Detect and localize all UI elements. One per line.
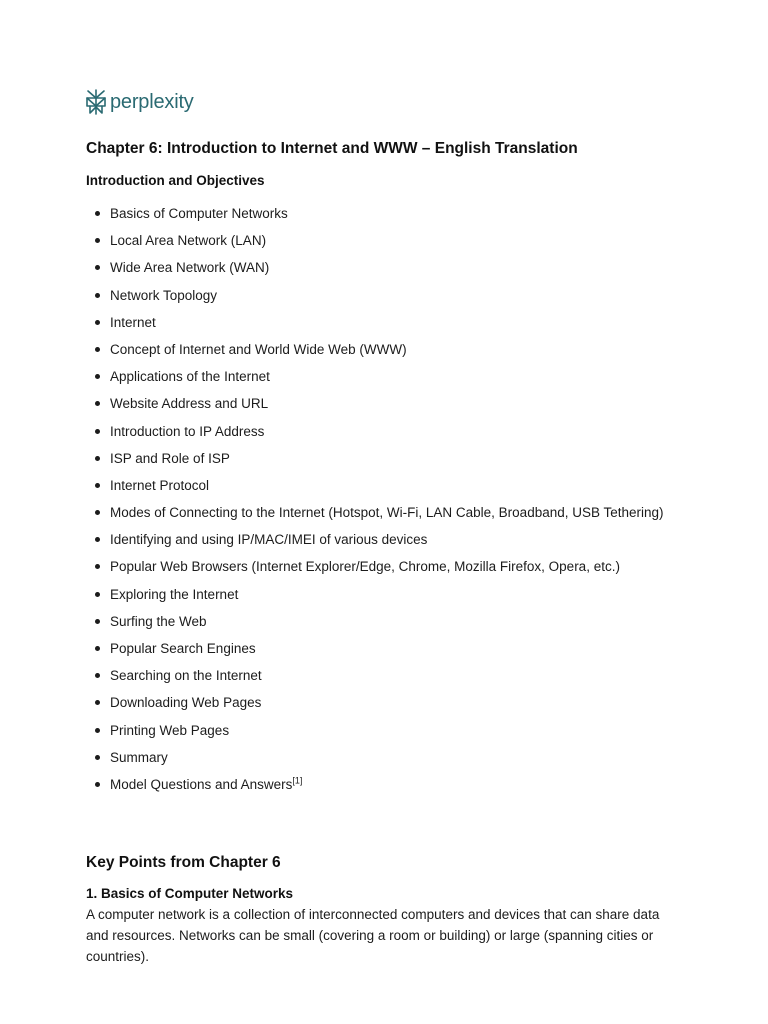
perplexity-logo-icon	[85, 89, 107, 115]
list-item: Downloading Web Pages	[86, 692, 666, 713]
objectives-list	[86, 203, 666, 801]
list-item: Network Topology	[86, 285, 666, 306]
list-item: Popular Web Browsers (Internet Explorer/Edge, Chrome, Mozilla Firefox, Opera, etc.)	[86, 556, 666, 577]
list-item: Printing Web Pages	[86, 720, 666, 741]
list-item: Local Area Network (LAN)	[86, 230, 666, 251]
list-item: Identifying and using IP/MAC/IMEI of various devices	[86, 529, 666, 550]
list-item: Wide Area Network (WAN)	[86, 257, 666, 278]
list-item: Exploring the Internet	[86, 584, 666, 605]
brand-logo	[85, 89, 194, 115]
list-item: Popular Search Engines	[86, 638, 666, 659]
list-item: Summary	[86, 747, 666, 768]
list-item: Surfing the Web	[86, 611, 666, 632]
section-1-paragraph: A computer network is a collection of interconnected computers and devices that can share data and resources. Networks can be small (covering a room or building) or large (spanning cities or countries).	[86, 907, 660, 964]
list-item: Searching on the Internet	[86, 665, 666, 686]
list-item: Concept of Internet and World Wide Web (WWW)	[86, 339, 666, 360]
citation-link[interactable]: [1]	[292, 775, 303, 786]
list-item: ISP and Role of ISP	[86, 448, 666, 469]
list-item: Internet Protocol	[86, 475, 666, 496]
list-item: Website Address and URL	[86, 393, 666, 414]
list-item: Modes of Connecting to the Internet (Hotspot, Wi-Fi, LAN Cable, Broadband, USB Tethering)	[86, 502, 666, 523]
intro-heading: Introduction and Objectives	[86, 173, 265, 188]
key-points-heading: Key Points from Chapter 6	[86, 854, 281, 871]
list-item-with-citation	[86, 774, 666, 795]
list-item: Applications of the Internet	[86, 366, 666, 387]
brand-name: perplexity	[110, 91, 194, 113]
document-title: Chapter 6: Introduction to Internet and WWW – English Translation	[86, 140, 578, 157]
section-1-heading: 1. Basics of Computer Networks	[86, 886, 294, 901]
list-item: Internet	[86, 312, 666, 333]
list-item: Basics of Computer Networks	[86, 203, 666, 224]
list-item: Introduction to IP Address	[86, 421, 666, 442]
list-item-text: Model Questions and Answers	[110, 776, 293, 792]
